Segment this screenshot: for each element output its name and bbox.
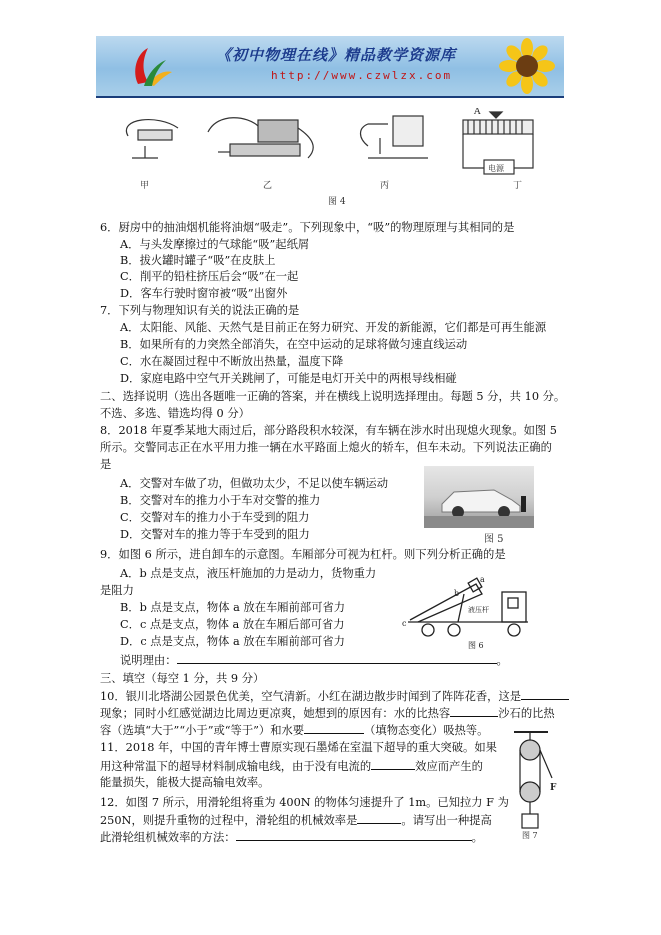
q12-blank-2[interactable] bbox=[236, 829, 472, 841]
banner-url: http://www.czwlzx.com bbox=[271, 69, 453, 82]
fig6-label-b: b bbox=[454, 589, 460, 598]
fig4-top-letter: A bbox=[474, 108, 481, 117]
q9-reason bbox=[120, 652, 508, 669]
fig6-label-a: a bbox=[480, 575, 485, 584]
q8-option-d: D．交警对车的推力等于车受到的阻力 bbox=[120, 528, 310, 541]
q12-blank-1[interactable] bbox=[357, 812, 401, 824]
q12-text-2: 。请写出一种提高 bbox=[401, 814, 492, 827]
fig4-power-label: 电源 bbox=[488, 164, 504, 173]
figure-7-caption: 图 7 bbox=[522, 831, 538, 840]
q11-text-1: 用这种常温下的超导材料制成输电线，由于没有电流的 bbox=[100, 760, 372, 773]
q10-text-1: 10．银川北塔湖公园景色优美，空气清新。小红在湖边散步时闻到了阵阵花香，这是 bbox=[100, 690, 522, 703]
fig6-label-rod: 液压杆 bbox=[468, 606, 489, 614]
q7-stem: 7．下列与物理知识有关的说法正确的是 bbox=[100, 304, 300, 317]
logo-icon bbox=[126, 44, 174, 88]
q9-option-a-2: 是阻力 bbox=[100, 584, 134, 597]
fig7-force-label: F bbox=[550, 783, 557, 793]
q6-option-c: C．削平的铅柱挤压后会“吸”在一起 bbox=[120, 270, 299, 283]
figure-4 bbox=[118, 108, 548, 212]
q7-option-c: C．水在凝固过程中不断放出热量，温度下降 bbox=[120, 355, 344, 368]
q10-text-2: 现象；同时小红感觉湖边比周边更凉爽，她想到的原因有：水的比热容 bbox=[100, 707, 451, 720]
fig4-label-yi: 乙 bbox=[263, 181, 273, 191]
fig4-label-bing: 丙 bbox=[380, 181, 390, 191]
figure-6-dump-truck bbox=[398, 572, 548, 652]
q12-text-4: 。 bbox=[471, 831, 483, 844]
q8-option-c: C．交警对车的推力小于车受到的阻力 bbox=[120, 511, 310, 524]
header-banner bbox=[96, 36, 564, 98]
section2-title: 二、选择说明（选出各题唯一正确的答案，并在横线上说明选择理由。每题 5 分，共 10 分。 bbox=[100, 390, 566, 403]
q8-option-b: B．交警对车的推力小于车对交警的推力 bbox=[120, 494, 321, 507]
figure-5-photo bbox=[424, 466, 534, 528]
q11-text-2: 效应而产生的 bbox=[415, 760, 483, 773]
figure-5-caption: 图 5 bbox=[484, 534, 504, 545]
q10-line-2 bbox=[100, 705, 555, 722]
figure-6-caption: 图 6 bbox=[468, 641, 484, 650]
q6-option-b: B．拔火罐时罐子“吸”在皮肤上 bbox=[120, 254, 276, 267]
sunflower-icon bbox=[498, 38, 556, 94]
q10-blank-2[interactable] bbox=[450, 705, 498, 717]
fig4-label-ding: 丁 bbox=[513, 181, 523, 191]
q7-option-b: B．如果所有的力突然全部消失，在空中运动的足球将做匀速直线运动 bbox=[120, 338, 468, 351]
q10-text-3: 沙石的比热 bbox=[498, 707, 555, 720]
q8-line-3: 是 bbox=[100, 458, 112, 471]
q9-option-d: D．c 点是支点，物体 a 放在车厢前部可省力 bbox=[120, 635, 345, 648]
figure-7-pulley bbox=[508, 730, 558, 840]
q6-stem: 6．厨房中的抽油烟机能将油烟“吸走”。下列现象中，“吸”的物理原理与其相同的是 bbox=[100, 221, 515, 234]
q6-option-d: D．客车行驶时窗帘被“吸”出窗外 bbox=[120, 287, 288, 300]
q8-option-a: A．交警对车做了功，但做功太少，不足以使车辆运动 bbox=[120, 477, 388, 490]
q8-line-1: 8．2018 年夏季某地大雨过后，部分路段积水较深，有车辆在涉水时出现熄火现象。如图 5 bbox=[100, 424, 557, 437]
q12-text-1: 250N，则提升重物的过程中，滑轮组的机械效率是 bbox=[100, 814, 358, 827]
q6-option-a: A．与头发摩擦过的气球能“吸”起纸屑 bbox=[120, 238, 310, 251]
q11-line-1: 11．2018 年，中国的青年博士曹原实现石墨烯在室温下超导的重大突破。如果 bbox=[100, 741, 497, 754]
q10-text-4: 容（选填“大于”“小于”或“等于”）和水要 bbox=[100, 724, 305, 737]
q7-option-d: D．家庭电路中空气开关跳闸了，可能是电灯开关中的两根导线相碰 bbox=[120, 372, 457, 385]
q12-line-3 bbox=[100, 829, 483, 846]
q10-line-1 bbox=[100, 688, 569, 705]
q9-option-c: C．c 点是支点，物体 a 放在车厢后部可省力 bbox=[120, 618, 345, 631]
q9-reason-blank[interactable] bbox=[177, 652, 497, 664]
q9-stem: 9．如图 6 所示，进自卸车的示意图。车厢部分可视为杠杆。则下列分析正确的是 bbox=[100, 548, 506, 561]
banner-title: 《初中物理在线》精品教学资源库 bbox=[216, 46, 457, 64]
q12-line-1: 12．如图 7 所示，用滑轮组将重为 400N 的物体匀速提升了 1m。已知拉力 F 为 bbox=[100, 796, 509, 809]
q9-option-a-1: A．b 点是支点，液压杆施加的力是动力，货物重力 bbox=[120, 567, 377, 580]
q9-reason-end: 。 bbox=[496, 654, 508, 667]
fig4-label-jia: 甲 bbox=[140, 181, 150, 191]
q12-line-2 bbox=[100, 812, 492, 829]
q11-blank[interactable] bbox=[371, 758, 415, 770]
q10-blank-1[interactable] bbox=[521, 688, 569, 700]
fig6-label-c: c bbox=[402, 619, 407, 628]
q9-option-b: B．b 点是支点，物体 a 放在车厢前部可省力 bbox=[120, 601, 346, 614]
q11-line-3: 能量损失，能极大提高输电效率。 bbox=[100, 776, 270, 789]
q10-blank-3[interactable] bbox=[304, 722, 364, 734]
section2-note: 不选、多选、错选均得 0 分） bbox=[100, 407, 250, 420]
q10-text-5: （填物态变化）吸热等。 bbox=[364, 724, 489, 737]
q10-line-3 bbox=[100, 722, 488, 739]
q7-option-a: A．太阳能、风能、天然气是目前正在努力研究、开发的新能源，它们都是可再生能源 bbox=[120, 321, 547, 334]
q11-line-2 bbox=[100, 758, 483, 775]
q12-text-3: 此滑轮组机械效率的方法： bbox=[100, 831, 236, 844]
q9-reason-label: 说明理由： bbox=[120, 654, 177, 667]
q8-line-2: 所示。交警同志正在水平用力推一辆在水平路面上熄火的轿车，但车未动。下列说法正确的 bbox=[100, 441, 552, 454]
car-pushing-picture bbox=[424, 466, 534, 528]
section3-title: 三、填空（每空 1 分，共 9 分） bbox=[100, 672, 265, 685]
fig4-caption: 图 4 bbox=[328, 197, 346, 207]
